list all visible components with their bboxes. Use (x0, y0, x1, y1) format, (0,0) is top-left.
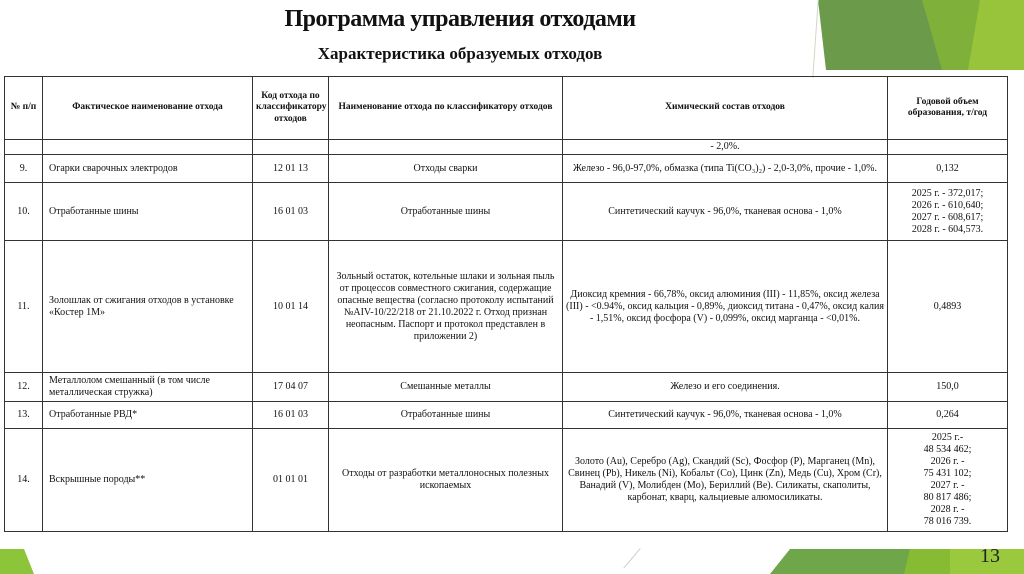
cell-name: Металлолом смешанный (в том числе металлическая стружка) (43, 373, 253, 402)
col-header-volume: Годовой объем образования, т/год (888, 77, 1008, 140)
cell-volume: 0,4893 (888, 241, 1008, 373)
col-header-name: Фактическое наименование отхода (43, 77, 253, 140)
cell-code: 17 04 07 (253, 373, 329, 402)
cell-name: Золошлак от сжигания отходов в установке «Костер 1М» (43, 241, 253, 373)
cell-code: 01 01 01 (253, 429, 329, 532)
cell-volume: 2025 г.- 48 534 462; 2026 г. - 75 431 102; 2027 г. - 80 817 486; 2028 г. - 78 016 739. (888, 429, 1008, 532)
cell-code: 10 01 14 (253, 241, 329, 373)
cell-volume: 2025 г. - 372,017; 2026 г. - 610,640; 2027 г. - 608,617; 2028 г. - 604,573. (888, 183, 1008, 241)
cell-num: 13. (5, 402, 43, 429)
cell-class-name: Отходы от разработки металлоносных полезных ископаемых (329, 429, 563, 532)
cell-composition: Синтетический каучук - 96,0%, тканевая основа - 1,0% (563, 402, 888, 429)
cell-name: Вскрышные породы** (43, 429, 253, 532)
table-row (5, 429, 1008, 532)
cell-code: 16 01 03 (253, 402, 329, 429)
cell-num: 11. (5, 241, 43, 373)
cell-num: 10. (5, 183, 43, 241)
cell-composition: Золото (Au), Серебро (Ag), Скандий (Sc), Фосфор (P), Марганец (Mn), Свинец (Pb), Никель (Ni), Кобальт (Co), Цинк (Zn), Медь (Cu), Хром (Cr), Ванадий (V), Молибден (Mo), Бериллий (Be). Силикаты, скаполиты, карбонат, кварц, кальциевые алюмосиликаты. (563, 429, 888, 532)
table-header-row (5, 77, 1008, 140)
cell-composition: Диоксид кремния - 66,78%, оксид алюминия (III) - 11,85%, оксид железа (III) - <0.94%, оксид кальция - 0,89%, диоксид титана - 0,47%, оксид калия - 1,51%, оксид фосфора (V) - 0,099%, оксид марганца - <0,01%. (563, 241, 888, 373)
cell-code: 16 01 03 (253, 183, 329, 241)
cell-name: Отработанные РВД* (43, 402, 253, 429)
cell-name: Огарки сварочных электродов (43, 155, 253, 183)
cell-num: 12. (5, 373, 43, 402)
cell-composition: Железо и его соединения. (563, 373, 888, 402)
page-title: Программа управления отходами (284, 6, 636, 32)
cell-composition: Железо - 96,0-97,0%, обмазка (типа Ti(CO₃)₂) - 2,0-3,0%, прочие - 1,0%. (563, 155, 888, 183)
waste-table (4, 76, 1008, 532)
table-row (5, 155, 1008, 183)
cell-code: 12 01 13 (253, 155, 329, 183)
cell-composition: - 2,0%. (563, 140, 888, 155)
cell-num: 14. (5, 429, 43, 532)
table-row (5, 402, 1008, 429)
table-row-continuation (5, 140, 1008, 155)
col-header-num: № п/п (5, 77, 43, 140)
cell-class-name: Отработанные шины (329, 183, 563, 241)
col-header-composition: Химический состав отходов (563, 77, 888, 140)
cell-class-name: Отходы сварки (329, 155, 563, 183)
cell-class-name: Отработанные шины (329, 402, 563, 429)
table-row (5, 241, 1008, 373)
cell-volume: 0,264 (888, 402, 1008, 429)
cell-composition: Синтетический каучук - 96,0%, тканевая основа - 1,0% (563, 183, 888, 241)
cell-volume: 150,0 (888, 373, 1008, 402)
cell-volume: 0,132 (888, 155, 1008, 183)
page-number: 13 (980, 545, 1000, 567)
decor-shape-bottom-left (0, 549, 34, 574)
decor-line-bottom (623, 548, 640, 569)
cell-class-name: Зольный остаток, котельные шлаки и зольная пыль от процессов совместного сжигания, содержащие опасные вещества (согласно протоколу испытаний №AIV-10/22/218 от 21.10.2022 г. Отход признан неопасным. Паспорт и протокол представлен в приложении 2) (329, 241, 563, 373)
col-header-code: Код отхода по классификатору отходов (253, 77, 329, 140)
cell-class-name: Смешанные металлы (329, 373, 563, 402)
table-row (5, 373, 1008, 402)
table-row (5, 183, 1008, 241)
cell-num: 9. (5, 155, 43, 183)
page-subtitle: Характеристика образуемых отходов (317, 44, 603, 63)
col-header-class-name: Наименование отхода по классификатору отходов (329, 77, 563, 140)
cell-name: Отработанные шины (43, 183, 253, 241)
